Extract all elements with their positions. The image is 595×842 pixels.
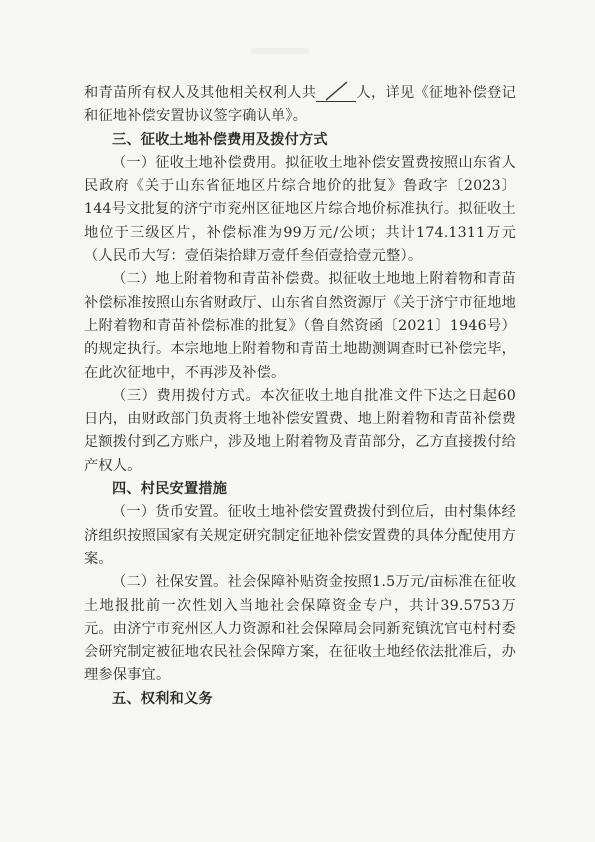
section-3-paragraph-3: （三）费用拨付方式。本次征收土地自批准文件下达之日起60日内，由财政部门负责将土地补偿安置费、地上附着物和青苗补偿费足额拨付到乙方账户，涉及地上附着物及青苗部分，乙方直接拨付给产权人。 <box>84 387 516 474</box>
intro-text-2: 人，详见《征地补偿登记和征地补偿安置协议签字确认单》。 <box>84 85 516 125</box>
intro-text-1: 和青苗所有权人及其他相关权利人共 <box>84 85 317 101</box>
section-4-paragraph-1: （一）货币安置。征收土地补偿安置费拨付到位后，由村集体经济组织按照国家有关规定研究制定征地补偿安置费的具体分配使用方案。 <box>84 504 516 567</box>
faint-seal-mark <box>250 48 310 54</box>
section-5-heading: 五、权利和义务 <box>112 690 213 707</box>
section-3-paragraph-1: （一）征收土地补偿费用。拟征收土地补偿安置费按照山东省人民政府《关于山东省征地区片综合地价的批复》鲁政字〔2023〕144号文批复的济宁市兖州区征地区片综合地价标准执行。拟征收土地位于三级区片，补偿标准为99万元/公顷；共计174.1311万元（人民币大写：壹佰柒拾肆万壹仟叁佰壹拾壹元整）。 <box>84 154 516 265</box>
document-body <box>84 81 516 711</box>
section-4-heading: 四、村民安置措施 <box>112 481 228 498</box>
section-3-paragraph-2: （二）地上附着物和青苗补偿费。拟征收土地地上附着物和青苗补偿标准按照山东省财政厅、山东省自然资源厅《关于济宁市征地地上附着物和青苗补偿标准的批复》（鲁自然资函〔2021〕1946号）的规定执行。本宗地地上附着物和青苗土地勘测调查时已补偿完毕，在此次征地中，不再涉及补偿。 <box>84 271 516 381</box>
handwritten-slash-blank <box>316 81 356 102</box>
slash-mark <box>316 81 356 101</box>
intro-paragraph <box>84 81 516 129</box>
section-3-heading: 三、征收土地补偿费用及拨付方式 <box>112 131 328 148</box>
section-4-paragraph-2: （二）社保安置。社会保障补贴资金按照1.5万元/亩标准在征收土地报批前一次性划入当地社会保障资金专户，共计39.5753万元。由济宁市兖州区人力资源和社会保障局会同新兖镇沈官屯村村委会研究制定被征地农民社会保障方案，在征收土地经依法批准后，办理参保事宜。 <box>84 574 516 684</box>
